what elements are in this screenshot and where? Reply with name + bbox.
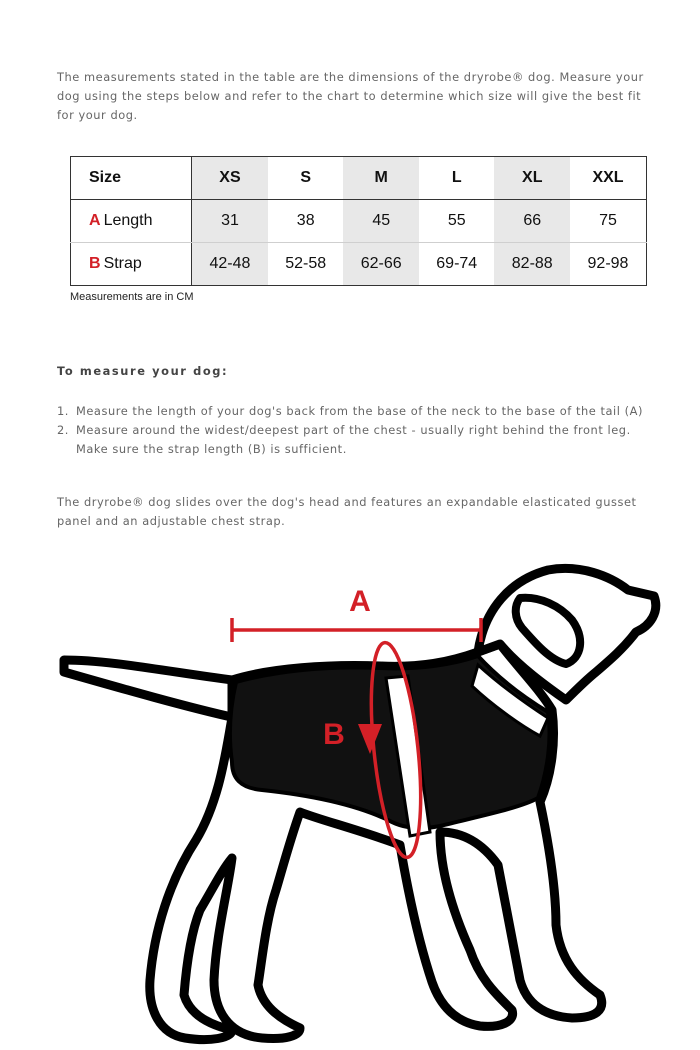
table-header-row bbox=[71, 157, 647, 200]
letter-b: B bbox=[89, 255, 101, 272]
cell: 66 bbox=[494, 200, 570, 243]
cell: 62-66 bbox=[343, 243, 419, 286]
howto-title: To measure your dog: bbox=[57, 364, 229, 378]
cell: 52-58 bbox=[268, 243, 344, 286]
cell: 69-74 bbox=[419, 243, 495, 286]
step-text: Measure the length of your dog's back from the base of the neck to the base of the tail (A) bbox=[76, 404, 643, 418]
step-number: 1. bbox=[57, 404, 69, 418]
size-xl: XL bbox=[494, 157, 570, 200]
steps-list bbox=[57, 402, 657, 459]
dog-measurement-diagram bbox=[0, 540, 700, 1045]
cell: 42-48 bbox=[192, 243, 268, 286]
list-item bbox=[57, 421, 657, 459]
cell: 92-98 bbox=[570, 243, 647, 286]
cell: 45 bbox=[343, 200, 419, 243]
cell: 38 bbox=[268, 200, 344, 243]
size-xs: XS bbox=[192, 157, 268, 200]
list-item bbox=[57, 402, 657, 421]
size-m: M bbox=[343, 157, 419, 200]
letter-a: A bbox=[89, 212, 101, 229]
label-strap: Strap bbox=[103, 255, 142, 272]
table-row-strap bbox=[71, 243, 647, 286]
row-label-length bbox=[71, 200, 192, 243]
product-description: The dryrobe® dog slides over the dog's head and features an expandable elasticated gusset panel and an adjustable chest strap. bbox=[57, 495, 637, 528]
size-s: S bbox=[268, 157, 344, 200]
step-number: 2. bbox=[57, 423, 69, 437]
cell: 55 bbox=[419, 200, 495, 243]
label-a: A bbox=[349, 585, 371, 618]
label-b: B bbox=[323, 718, 345, 751]
table-row-length bbox=[71, 200, 647, 243]
intro-text: The measurements stated in the table are the dimensions of the dryrobe® dog. Measure your dog using the steps below and refer to the chart to determine which size will give the best fit for your dog. bbox=[57, 70, 644, 122]
row-label-strap bbox=[71, 243, 192, 286]
units-note: Measurements are in CM bbox=[70, 291, 194, 303]
size-chart-table bbox=[70, 156, 647, 286]
dog-tail bbox=[64, 660, 236, 718]
cell: 75 bbox=[570, 200, 647, 243]
cell: 31 bbox=[192, 200, 268, 243]
size-header: Size bbox=[71, 157, 192, 200]
step-text: Measure around the widest/deepest part of the chest - usually right behind the front leg. Make sure the strap length (B) is sufficient. bbox=[76, 423, 631, 456]
size-l: L bbox=[419, 157, 495, 200]
size-xxl: XXL bbox=[570, 157, 647, 200]
cell: 82-88 bbox=[494, 243, 570, 286]
label-length: Length bbox=[103, 212, 153, 229]
